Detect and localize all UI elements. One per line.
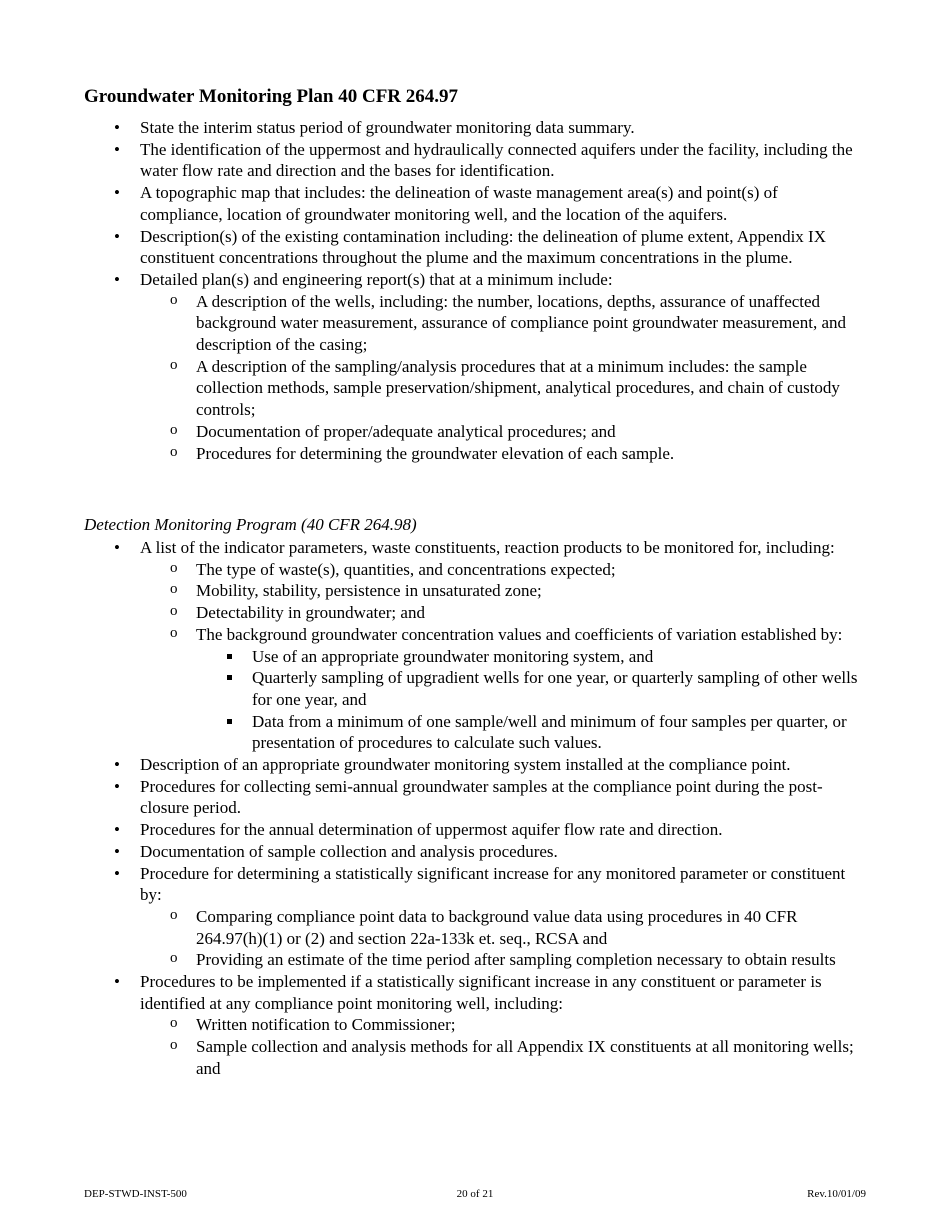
sub-sub-list bbox=[140, 646, 868, 755]
sub-list-item-text: The background groundwater concentration values and coefficients of variation established by: bbox=[196, 624, 843, 644]
list-item-text: • Description(s) of the existing contamination including: the delineation of plume extent, Appendix IX constituent concentrations throughout the plume and the maximum concentrations in the plume. bbox=[140, 226, 826, 268]
sub-list bbox=[0, 906, 860, 971]
section-heading: Detection Monitoring Program (40 CFR 264.98) bbox=[84, 515, 417, 534]
sub-list-item: o Comparing compliance point data to background value data using procedures in 40 CFR 264.97(h)(1) or (2) and section 22a-133k et. seq., RCSA and bbox=[140, 906, 868, 949]
list-item-text: • Procedures to be implemented if a statistically significant increase in any constituent or parameter is identified at any compliance point monitoring well, including: bbox=[140, 972, 822, 1013]
footer-revision: Rev.10/01/09 bbox=[807, 1188, 866, 1200]
list-item bbox=[0, 269, 860, 464]
list-item bbox=[0, 971, 860, 1080]
list-item bbox=[0, 841, 860, 863]
list-item-text: • State the interim status period of groundwater monitoring data summary. bbox=[140, 118, 635, 137]
list-item bbox=[0, 182, 860, 225]
sub-list bbox=[0, 291, 860, 465]
list-item-text: • The identification of the uppermost and hydraulically connected aquifers under the facility, including the water flow rate and direction and the bases for identification. bbox=[140, 139, 853, 181]
sub-list-item: o Procedures for determining the groundwater elevation of each sample. bbox=[140, 443, 868, 465]
list-item bbox=[0, 776, 860, 819]
sub-list-item: o Written notification to Commissioner; bbox=[140, 1014, 868, 1036]
footer-page-number: 20 of 21 bbox=[456, 1188, 494, 1200]
sub-list bbox=[0, 1014, 860, 1079]
sub-sub-list-item: Data from a minimum of one sample/well and minimum of four samples per quarter, or presentation of procedures to calculate such values. bbox=[140, 711, 860, 754]
sub-list-item: o Mobility, stability, persistence in unsaturated zone; bbox=[140, 580, 868, 602]
sub-list-item: o Detectability in groundwater; and bbox=[140, 602, 868, 624]
list-item-text: • Documentation of sample collection and analysis procedures. bbox=[140, 841, 558, 861]
list-item-text: • Procedures for the annual determination of uppermost aquifer flow rate and direction. bbox=[140, 820, 723, 840]
list-item-text: • Description of an appropriate groundwater monitoring system installed at the compliance point. bbox=[140, 755, 791, 775]
list-item bbox=[0, 863, 860, 972]
sub-sub-list-item: Quarterly sampling of upgradient wells for one year, or quarterly sampling of other wells for one year, and bbox=[140, 667, 860, 710]
sub-list-item: o Sample collection and analysis methods for all Appendix IX constituents at all monitoring wells; and bbox=[140, 1036, 868, 1079]
sub-list-item: o The type of waste(s), quantities, and concentrations expected; bbox=[140, 559, 868, 581]
list-item bbox=[0, 754, 860, 776]
sub-list-item: o Providing an estimate of the time period after sampling completion necessary to obtain results bbox=[140, 949, 868, 971]
sub-sub-list-item: Use of an appropriate groundwater monitoring system, and bbox=[140, 646, 860, 668]
list-item bbox=[0, 139, 860, 182]
sub-list-item: o A description of the sampling/analysis procedures that at a minimum includes: the sample collection methods, sample preservation/shipment, analytical procedures, and chain of custody controls; bbox=[140, 356, 868, 421]
detection-program-list bbox=[0, 537, 950, 1080]
list-item-text: • Procedures for collecting semi-annual groundwater samples at the compliance point during the post-closure period. bbox=[140, 776, 823, 818]
list-item bbox=[0, 117, 860, 139]
list-item-text: • A topographic map that includes: the delineation of waste management area(s) and point(s) of compliance, location of groundwater monitoring well, and the location of the aquifers. bbox=[140, 183, 778, 224]
list-item-text: • Detailed plan(s) and engineering report(s) that at a minimum include: bbox=[140, 269, 613, 289]
footer-document-id: DEP-STWD-INST-500 bbox=[84, 1188, 187, 1200]
sub-list-item: o A description of the wells, including: the number, locations, depths, assurance of unaffected background water measurement, assurance of compliance point groundwater measurement, and description of the casing; bbox=[140, 291, 868, 356]
sub-list bbox=[0, 559, 860, 754]
list-item-text: • A list of the indicator parameters, waste constituents, reaction products to be monitored for, including: bbox=[140, 538, 835, 557]
list-item bbox=[0, 226, 860, 269]
list-item bbox=[0, 537, 860, 754]
sub-list-item bbox=[140, 624, 868, 754]
list-item-text: • Procedure for determining a statistically significant increase for any monitored parameter or constituent by: bbox=[140, 863, 846, 905]
page-title: Groundwater Monitoring Plan 40 CFR 264.97 bbox=[84, 86, 459, 107]
sub-list-item: o Documentation of proper/adequate analytical procedures; and bbox=[140, 421, 868, 443]
plan-requirements-list bbox=[0, 117, 950, 464]
list-item bbox=[0, 819, 860, 841]
